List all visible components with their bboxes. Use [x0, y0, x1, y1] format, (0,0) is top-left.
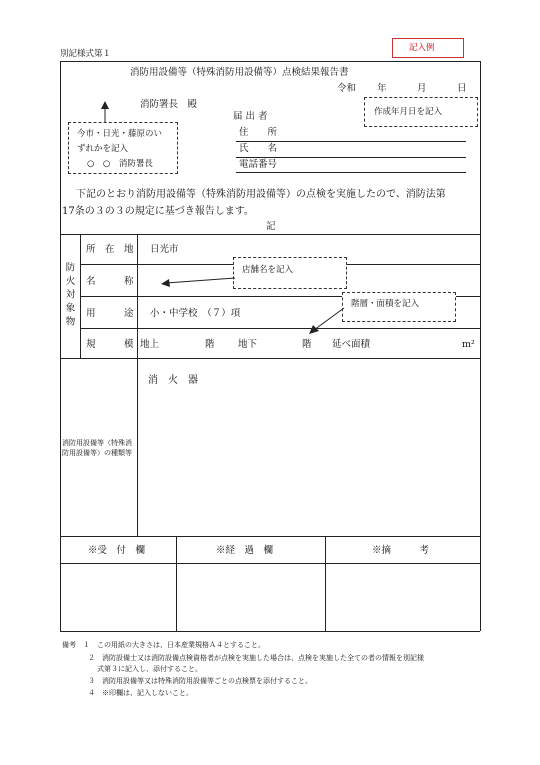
progress-header: ※経 過 欄 — [216, 545, 274, 556]
addressee-callout — [68, 122, 178, 174]
equipment-col-line — [137, 358, 138, 536]
target-side-label: 防火対象物 — [63, 262, 75, 330]
location-value: 日光市 — [150, 244, 179, 255]
table-top-line — [60, 234, 480, 235]
phone-line — [236, 172, 466, 173]
addressee-callout-line2: ずれかを記入 — [77, 144, 129, 154]
note-4: ４ ※印欄は、記入しないこと。 — [88, 689, 193, 697]
name-line — [236, 157, 466, 158]
arrow-left-icon — [160, 274, 236, 288]
scale-above: 地上 — [140, 339, 160, 350]
remarks-header: ※摘 考 — [372, 545, 430, 556]
sample-label: 記入例 — [409, 43, 435, 53]
addressee-callout-line3: ○ ○ 消防署長 — [87, 159, 153, 169]
submitter-name-label: 氏 名 — [239, 143, 278, 154]
location-label: 所 在 地 — [86, 244, 134, 255]
addressee: 消防署長 殿 — [140, 99, 198, 110]
arrow-up-icon — [95, 100, 115, 124]
use-label: 用 途 — [86, 308, 134, 319]
date-callout — [364, 97, 478, 127]
floor-callout — [342, 292, 456, 322]
note-3: ３ 消防用設備等又は特殊消防用設備等ごとの点検票を添付すること。 — [88, 677, 312, 685]
body-text-line2: 17条の３の３の規定に基づき報告します。 — [62, 206, 254, 217]
equipment-label-line1: 消防用設備等（特殊消 — [62, 439, 132, 447]
date-day: 日 — [457, 83, 467, 94]
scale-floor1: 階 — [205, 339, 215, 350]
note-2b: 式第３に記入し、添付すること。 — [97, 665, 202, 673]
bottom-top-line — [60, 536, 480, 537]
store-callout-text: 店舗名を記入 — [242, 265, 294, 275]
use-value: 小・中学校 （７）項 — [150, 308, 241, 319]
submitter-address-label: 住 所 — [239, 127, 278, 138]
bottom-header-line — [60, 563, 480, 564]
scale-label: 規 模 — [86, 339, 134, 350]
scale-floor2: 階 — [302, 339, 312, 350]
equipment-value: 消 火 器 — [148, 375, 198, 386]
ki-label: 記 — [266, 221, 276, 232]
date-callout-text: 作成年月日を記入 — [374, 107, 443, 117]
frame-left — [60, 61, 61, 631]
store-callout — [233, 257, 347, 289]
date-month: 月 — [417, 83, 427, 94]
name-label: 名 称 — [86, 276, 134, 287]
scale-area: 延べ面積 — [332, 339, 371, 350]
floor-callout-text: 階層・面積を記入 — [351, 299, 420, 309]
body-text-line1: 下記のとおり消防用設備等（特殊消防用設備等）の点検を実施したので、消防法第 — [76, 189, 446, 200]
frame-bottom — [60, 631, 480, 632]
sample-stamp — [392, 38, 464, 58]
submitter-phone-label: 電話番号 — [239, 159, 278, 170]
scale-unit: m² — [462, 339, 475, 350]
submitter-label: 届 出 者 — [233, 111, 268, 122]
form-title: 消防用設備等（特殊消防用設備等）点検結果報告書 — [130, 67, 349, 78]
row-line-3 — [80, 328, 480, 329]
note-2a: ２ 消防設備士又は消防設備点検資格者が点検を実施した場合は、点検を実施した全ての者の情報を別記様 — [88, 654, 424, 662]
equipment-label-line2: 防用設備等）の種類等 — [62, 449, 132, 457]
scale-below: 地下 — [238, 339, 258, 350]
bottom-col-line-2 — [325, 536, 326, 631]
arrow-down-left-icon — [306, 306, 346, 336]
note-1: 備考 １ この用紙の大きさは、日本産業規格Ａ４とすること。 — [62, 641, 265, 649]
date-era: 令和 — [337, 83, 357, 94]
form-number: 別記様式第１ — [60, 49, 112, 59]
date-year: 年 — [377, 83, 387, 94]
addressee-callout-line1: 今市・日光・藤原のい — [77, 129, 163, 139]
reception-header: ※受 付 欄 — [88, 545, 146, 556]
frame-right — [480, 61, 481, 631]
bottom-col-line-1 — [176, 536, 177, 631]
frame-top — [60, 61, 480, 62]
table-bottom-line — [60, 358, 480, 359]
address-line — [236, 141, 466, 142]
